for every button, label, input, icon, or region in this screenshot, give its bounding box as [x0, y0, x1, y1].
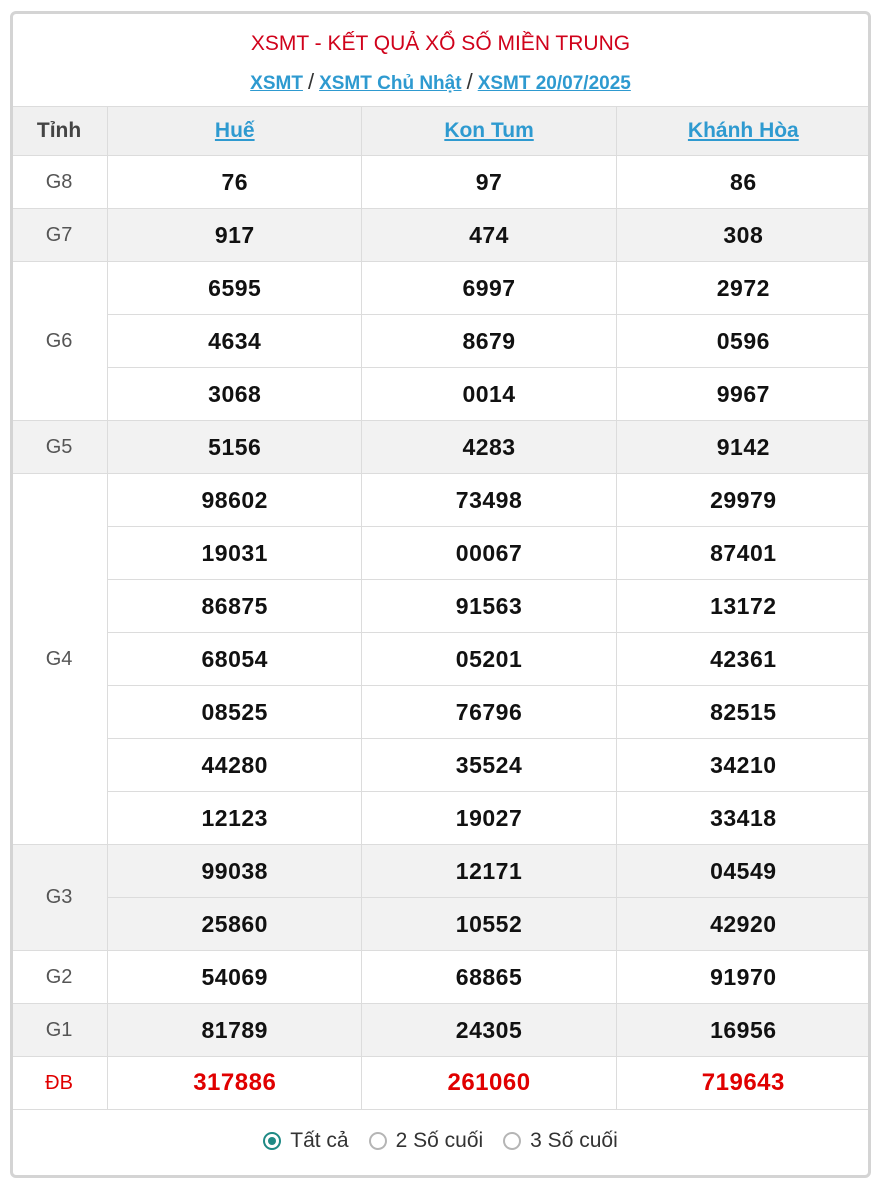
- prize-number: 12171: [362, 845, 616, 898]
- table-row: [11, 845, 871, 898]
- page-title: XSMT - KẾT QUẢ XỔ SỐ MIỀN TRUNG: [250, 32, 631, 55]
- prize-number: 4634: [108, 315, 362, 368]
- prize-label-db: ĐB: [11, 1057, 108, 1110]
- prize-number: 54069: [108, 951, 362, 1004]
- prize-number: 0596: [616, 315, 870, 368]
- prize-number: 12123: [108, 792, 362, 845]
- prize-number: 42920: [616, 898, 870, 951]
- prize-label-g7: G7: [11, 209, 108, 262]
- province-header-khanhhoa: [616, 107, 870, 156]
- prize-number: 73498: [362, 474, 616, 527]
- results-table: [10, 106, 871, 1110]
- radio-all[interactable]: [263, 1132, 281, 1150]
- prize-number: 9967: [616, 368, 870, 421]
- prize-number: 2972: [616, 262, 870, 315]
- table-row: [11, 421, 871, 474]
- table-row: [11, 527, 871, 580]
- breadcrumb-separator: /: [466, 69, 473, 94]
- prize-number: 86: [616, 156, 870, 209]
- prize-number: 29979: [616, 474, 870, 527]
- prize-label-g5: G5: [11, 421, 108, 474]
- prize-number: 91563: [362, 580, 616, 633]
- radio-last2[interactable]: [369, 1132, 387, 1150]
- radio-last3[interactable]: [503, 1132, 521, 1150]
- prize-number: 4283: [362, 421, 616, 474]
- prize-number: 0014: [362, 368, 616, 421]
- prize-number: 19031: [108, 527, 362, 580]
- prize-number: 00067: [362, 527, 616, 580]
- prize-number: 719643: [616, 1057, 870, 1110]
- prize-number: 99038: [108, 845, 362, 898]
- prize-number: 98602: [108, 474, 362, 527]
- prize-number: 91970: [616, 951, 870, 1004]
- prize-number: 76796: [362, 686, 616, 739]
- prize-number: 16956: [616, 1004, 870, 1057]
- prize-number: 08525: [108, 686, 362, 739]
- filter-option-all[interactable]: [263, 1129, 348, 1153]
- table-row: [11, 262, 871, 315]
- table-row: [11, 1004, 871, 1057]
- prize-label-g4: G4: [11, 474, 108, 845]
- results-card: [10, 11, 871, 1178]
- prize-number: 6997: [362, 262, 616, 315]
- prize-number: 308: [616, 209, 870, 262]
- prize-number: 05201: [362, 633, 616, 686]
- prize-number: 24305: [362, 1004, 616, 1057]
- prize-label-g6: G6: [11, 262, 108, 421]
- prize-number: 3068: [108, 368, 362, 421]
- prize-number: 13172: [616, 580, 870, 633]
- province-header-hue: [108, 107, 362, 156]
- prize-number: 10552: [362, 898, 616, 951]
- breadcrumb-date-link[interactable]: XSMT 20/07/2025: [477, 73, 631, 94]
- filter-option-last3[interactable]: [503, 1129, 618, 1153]
- province-link-kontum[interactable]: Kon Tum: [444, 119, 534, 142]
- table-row: [11, 1057, 871, 1110]
- prize-number: 6595: [108, 262, 362, 315]
- prize-number: 35524: [362, 739, 616, 792]
- digit-filter: [13, 1110, 868, 1172]
- table-row: [11, 792, 871, 845]
- table-row: [11, 474, 871, 527]
- filter-label-all: Tất cả: [290, 1129, 349, 1152]
- province-header-kontum: [362, 107, 616, 156]
- table-row: [11, 209, 871, 262]
- filter-label-last2: 2 Số cuối: [395, 1129, 484, 1152]
- table-header-row: [11, 107, 871, 156]
- table-row: [11, 898, 871, 951]
- prize-number: 97: [362, 156, 616, 209]
- prize-number: 04549: [616, 845, 870, 898]
- prize-number: 82515: [616, 686, 870, 739]
- prize-number: 8679: [362, 315, 616, 368]
- prize-number: 5156: [108, 421, 362, 474]
- prize-number: 68054: [108, 633, 362, 686]
- prize-number: 87401: [616, 527, 870, 580]
- table-row: [11, 368, 871, 421]
- prize-number: 42361: [616, 633, 870, 686]
- prize-number: 317886: [108, 1057, 362, 1110]
- table-row: [11, 951, 871, 1004]
- breadcrumb-weekday-link[interactable]: XSMT Chủ Nhật: [319, 73, 462, 94]
- table-row: [11, 633, 871, 686]
- province-link-hue[interactable]: Huế: [214, 119, 255, 142]
- province-link-khanhhoa[interactable]: Khánh Hòa: [687, 119, 799, 142]
- table-row: [11, 156, 871, 209]
- breadcrumb: [13, 70, 868, 96]
- breadcrumb-separator: /: [307, 69, 315, 94]
- province-column-label: Tỉnh: [11, 107, 108, 156]
- prize-number: 25860: [108, 898, 362, 951]
- prize-label-g2: G2: [11, 951, 108, 1004]
- prize-number: 261060: [362, 1057, 616, 1110]
- filter-label-last3: 3 Số cuối: [530, 1129, 618, 1152]
- prize-number: 86875: [108, 580, 362, 633]
- table-row: [11, 580, 871, 633]
- table-row: [11, 315, 871, 368]
- prize-number: 76: [108, 156, 362, 209]
- table-row: [11, 686, 871, 739]
- prize-number: 34210: [616, 739, 870, 792]
- prize-number: 917: [108, 209, 362, 262]
- prize-number: 33418: [616, 792, 870, 845]
- prize-number: 44280: [108, 739, 362, 792]
- prize-label-g3: G3: [11, 845, 108, 951]
- prize-number: 19027: [362, 792, 616, 845]
- prize-number: 68865: [362, 951, 616, 1004]
- prize-label-g1: G1: [11, 1004, 108, 1057]
- filter-option-last2[interactable]: [369, 1129, 484, 1153]
- results-header: [13, 14, 868, 106]
- table-row: [11, 739, 871, 792]
- breadcrumb-xsmt-link[interactable]: XSMT: [250, 73, 303, 94]
- prize-number: 474: [362, 209, 616, 262]
- prize-number: 81789: [108, 1004, 362, 1057]
- prize-number: 9142: [616, 421, 870, 474]
- prize-label-g8: G8: [11, 156, 108, 209]
